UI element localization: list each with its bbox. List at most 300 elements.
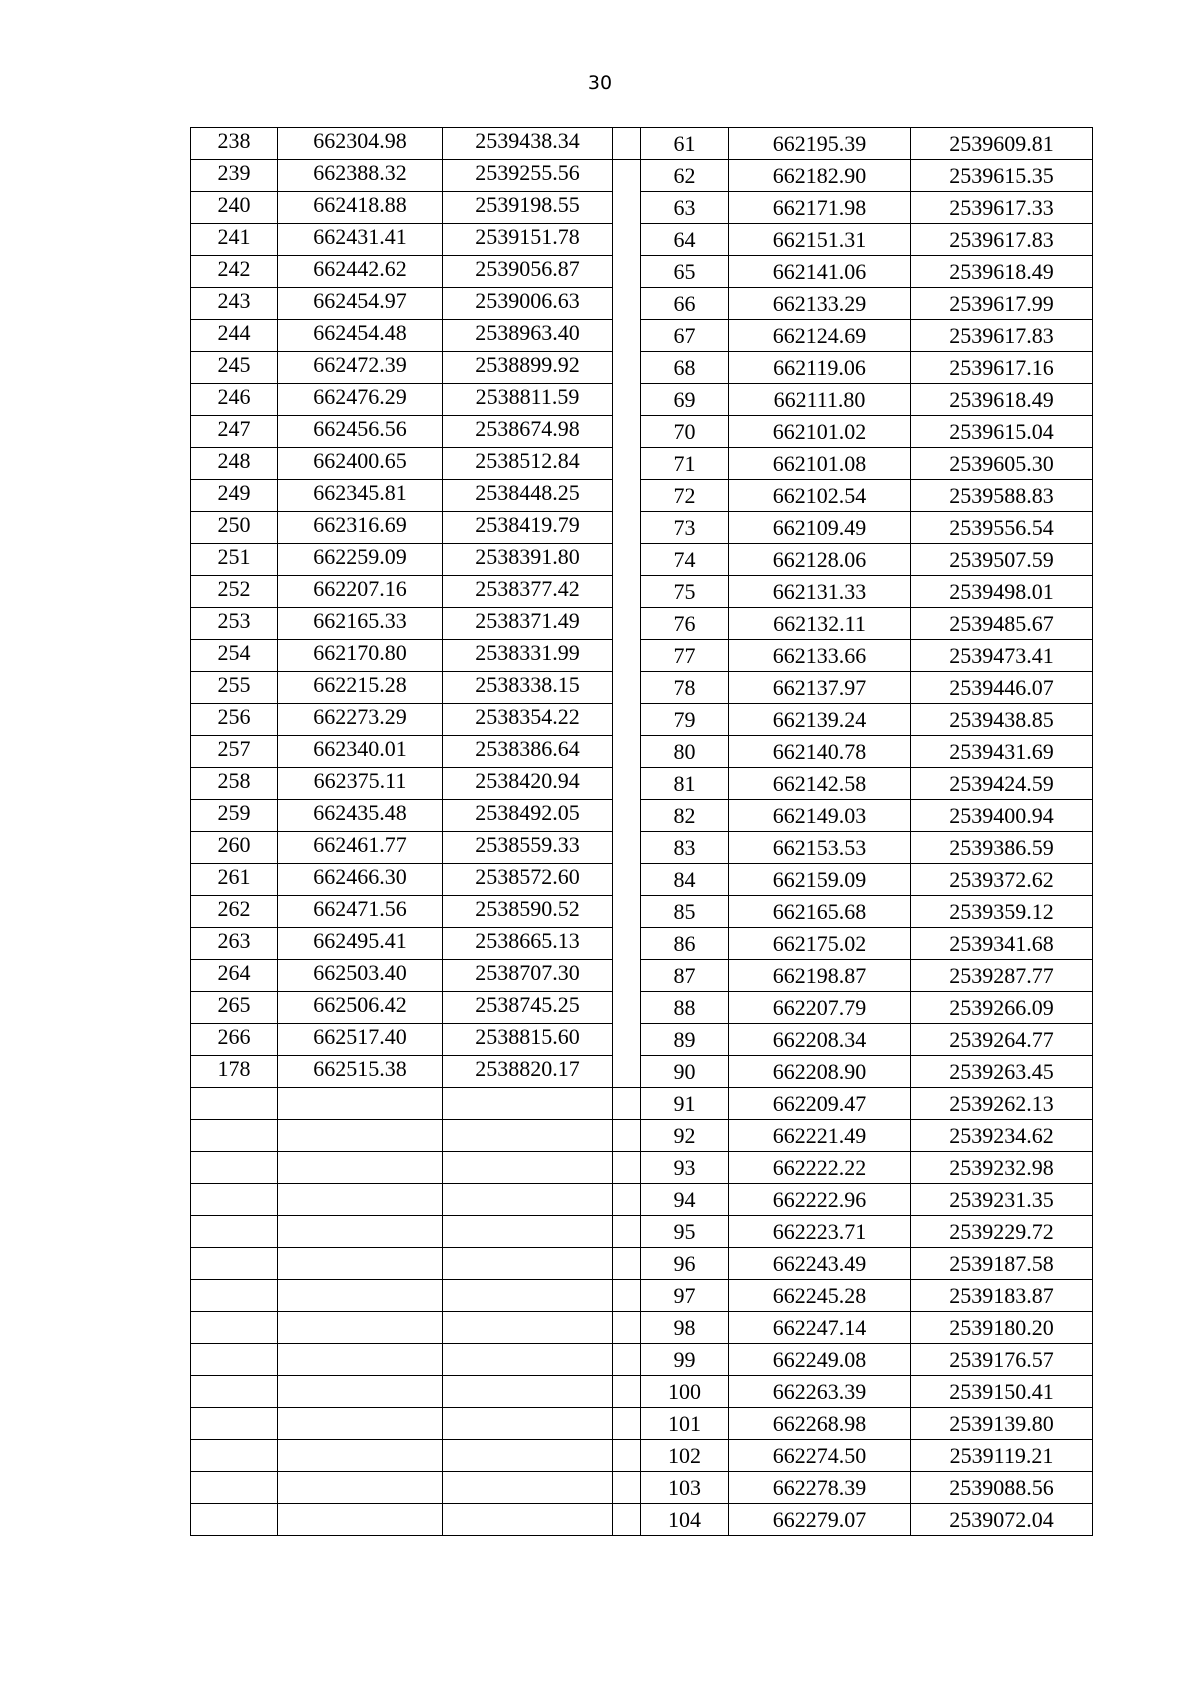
- empty-cell: [443, 1280, 613, 1312]
- right-y-coordinate-cell: 2539176.57: [911, 1344, 1093, 1376]
- left-x-coordinate-cell: 662454.48: [278, 320, 443, 352]
- right-x-coordinate-cell: 662247.14: [729, 1312, 911, 1344]
- left-x-coordinate-cell: 662495.41: [278, 928, 443, 960]
- empty-cell: [278, 1248, 443, 1280]
- separator-cell: [613, 1440, 641, 1472]
- empty-cell: [278, 1216, 443, 1248]
- left-y-coordinate-cell: 2538371.49: [443, 608, 613, 640]
- right-point-id-cell: 101: [641, 1408, 729, 1440]
- table-row: [191, 1152, 1093, 1184]
- left-x-coordinate-cell: 662316.69: [278, 512, 443, 544]
- left-point-id-cell: 256: [191, 704, 278, 736]
- right-x-coordinate-cell: 662101.08: [729, 448, 911, 480]
- right-point-id-cell: 102: [641, 1440, 729, 1472]
- right-x-coordinate-cell: 662175.02: [729, 928, 911, 960]
- table-row: [191, 1472, 1093, 1504]
- left-point-id-cell: 239: [191, 160, 278, 192]
- left-point-id-cell: 254: [191, 640, 278, 672]
- right-point-id-cell: 81: [641, 768, 729, 800]
- right-y-coordinate-cell: 2539180.20: [911, 1312, 1093, 1344]
- table-row: [191, 1280, 1093, 1312]
- table-row: [191, 224, 1093, 256]
- left-x-coordinate-cell: 662442.62: [278, 256, 443, 288]
- right-y-coordinate-cell: 2539618.49: [911, 256, 1093, 288]
- right-y-coordinate-cell: 2539386.59: [911, 832, 1093, 864]
- right-y-coordinate-cell: 2539438.85: [911, 704, 1093, 736]
- right-y-coordinate-cell: 2539287.77: [911, 960, 1093, 992]
- right-y-coordinate-cell: 2539266.09: [911, 992, 1093, 1024]
- table-row: [191, 128, 1093, 160]
- left-y-coordinate-cell: 2538572.60: [443, 864, 613, 896]
- separator-cell: [613, 288, 641, 320]
- right-point-id-cell: 100: [641, 1376, 729, 1408]
- left-x-coordinate-cell: 662345.81: [278, 480, 443, 512]
- empty-cell: [443, 1344, 613, 1376]
- separator-cell: [613, 1088, 641, 1120]
- right-point-id-cell: 103: [641, 1472, 729, 1504]
- right-point-id-cell: 62: [641, 160, 729, 192]
- right-point-id-cell: 77: [641, 640, 729, 672]
- table-row: [191, 1216, 1093, 1248]
- left-x-coordinate-cell: 662400.65: [278, 448, 443, 480]
- right-x-coordinate-cell: 662141.06: [729, 256, 911, 288]
- table-row: [191, 1024, 1093, 1056]
- right-y-coordinate-cell: 2539588.83: [911, 480, 1093, 512]
- table-row: [191, 1184, 1093, 1216]
- table-row: [191, 416, 1093, 448]
- left-y-coordinate-cell: 2538559.33: [443, 832, 613, 864]
- page-number: 30: [587, 72, 613, 94]
- separator-cell: [613, 192, 641, 224]
- right-x-coordinate-cell: 662128.06: [729, 544, 911, 576]
- table-row: [191, 1248, 1093, 1280]
- right-x-coordinate-cell: 662137.97: [729, 672, 911, 704]
- right-point-id-cell: 97: [641, 1280, 729, 1312]
- right-y-coordinate-cell: 2539618.49: [911, 384, 1093, 416]
- empty-cell: [278, 1088, 443, 1120]
- right-y-coordinate-cell: 2539609.81: [911, 128, 1093, 160]
- table-row: [191, 160, 1093, 192]
- separator-cell: [613, 704, 641, 736]
- left-y-coordinate-cell: 2538811.59: [443, 384, 613, 416]
- right-y-coordinate-cell: 2539424.59: [911, 768, 1093, 800]
- left-y-coordinate-cell: 2539056.87: [443, 256, 613, 288]
- table-row: [191, 480, 1093, 512]
- left-point-id-cell: 244: [191, 320, 278, 352]
- left-y-coordinate-cell: 2539438.34: [443, 128, 613, 160]
- table-row: [191, 448, 1093, 480]
- right-x-coordinate-cell: 662243.49: [729, 1248, 911, 1280]
- right-x-coordinate-cell: 662109.49: [729, 512, 911, 544]
- right-point-id-cell: 65: [641, 256, 729, 288]
- left-point-id-cell: 260: [191, 832, 278, 864]
- right-point-id-cell: 80: [641, 736, 729, 768]
- empty-cell: [443, 1184, 613, 1216]
- right-point-id-cell: 88: [641, 992, 729, 1024]
- right-point-id-cell: 92: [641, 1120, 729, 1152]
- table-row: [191, 352, 1093, 384]
- right-y-coordinate-cell: 2539605.30: [911, 448, 1093, 480]
- right-y-coordinate-cell: 2539485.67: [911, 608, 1093, 640]
- left-point-id-cell: 259: [191, 800, 278, 832]
- right-x-coordinate-cell: 662249.08: [729, 1344, 911, 1376]
- right-x-coordinate-cell: 662223.71: [729, 1216, 911, 1248]
- empty-cell: [443, 1440, 613, 1472]
- right-y-coordinate-cell: 2539072.04: [911, 1504, 1093, 1536]
- left-x-coordinate-cell: 662466.30: [278, 864, 443, 896]
- left-x-coordinate-cell: 662506.42: [278, 992, 443, 1024]
- right-point-id-cell: 63: [641, 192, 729, 224]
- right-y-coordinate-cell: 2539617.83: [911, 320, 1093, 352]
- right-x-coordinate-cell: 662124.69: [729, 320, 911, 352]
- table-row: [191, 1376, 1093, 1408]
- table-row: [191, 512, 1093, 544]
- table-row: [191, 1088, 1093, 1120]
- empty-cell: [278, 1440, 443, 1472]
- empty-cell: [443, 1088, 613, 1120]
- left-point-id-cell: 253: [191, 608, 278, 640]
- right-y-coordinate-cell: 2539400.94: [911, 800, 1093, 832]
- table-row: [191, 1504, 1093, 1536]
- separator-cell: [613, 1344, 641, 1376]
- right-x-coordinate-cell: 662133.66: [729, 640, 911, 672]
- left-y-coordinate-cell: 2538420.94: [443, 768, 613, 800]
- table-row: [191, 1440, 1093, 1472]
- table-row: [191, 864, 1093, 896]
- separator-cell: [613, 576, 641, 608]
- empty-cell: [191, 1376, 278, 1408]
- left-y-coordinate-cell: 2538419.79: [443, 512, 613, 544]
- right-point-id-cell: 75: [641, 576, 729, 608]
- right-y-coordinate-cell: 2539119.21: [911, 1440, 1093, 1472]
- left-y-coordinate-cell: 2538386.64: [443, 736, 613, 768]
- right-y-coordinate-cell: 2539187.58: [911, 1248, 1093, 1280]
- left-x-coordinate-cell: 662461.77: [278, 832, 443, 864]
- left-x-coordinate-cell: 662273.29: [278, 704, 443, 736]
- right-x-coordinate-cell: 662209.47: [729, 1088, 911, 1120]
- left-y-coordinate-cell: 2539255.56: [443, 160, 613, 192]
- right-y-coordinate-cell: 2539617.16: [911, 352, 1093, 384]
- right-y-coordinate-cell: 2539615.35: [911, 160, 1093, 192]
- left-point-id-cell: 245: [191, 352, 278, 384]
- right-y-coordinate-cell: 2539263.45: [911, 1056, 1093, 1088]
- separator-cell: [613, 768, 641, 800]
- right-y-coordinate-cell: 2539262.13: [911, 1088, 1093, 1120]
- empty-cell: [443, 1376, 613, 1408]
- right-point-id-cell: 72: [641, 480, 729, 512]
- table-row: [191, 608, 1093, 640]
- right-y-coordinate-cell: 2539139.80: [911, 1408, 1093, 1440]
- left-point-id-cell: 250: [191, 512, 278, 544]
- left-y-coordinate-cell: 2538665.13: [443, 928, 613, 960]
- separator-cell: [613, 1408, 641, 1440]
- separator-cell: [613, 1152, 641, 1184]
- table-row: [191, 1056, 1093, 1088]
- left-x-coordinate-cell: 662388.32: [278, 160, 443, 192]
- left-point-id-cell: 243: [191, 288, 278, 320]
- right-y-coordinate-cell: 2539615.04: [911, 416, 1093, 448]
- right-point-id-cell: 84: [641, 864, 729, 896]
- table-row: [191, 800, 1093, 832]
- empty-cell: [191, 1248, 278, 1280]
- right-y-coordinate-cell: 2539446.07: [911, 672, 1093, 704]
- table-row: [191, 672, 1093, 704]
- table-row: [191, 1120, 1093, 1152]
- separator-cell: [613, 736, 641, 768]
- empty-cell: [191, 1184, 278, 1216]
- right-point-id-cell: 99: [641, 1344, 729, 1376]
- empty-cell: [191, 1088, 278, 1120]
- left-point-id-cell: 251: [191, 544, 278, 576]
- right-x-coordinate-cell: 662101.02: [729, 416, 911, 448]
- coordinate-table: [190, 127, 1093, 1536]
- right-point-id-cell: 73: [641, 512, 729, 544]
- table-row: [191, 320, 1093, 352]
- separator-cell: [613, 512, 641, 544]
- left-point-id-cell: 266: [191, 1024, 278, 1056]
- left-x-coordinate-cell: 662472.39: [278, 352, 443, 384]
- separator-cell: [613, 1024, 641, 1056]
- separator-cell: [613, 992, 641, 1024]
- right-x-coordinate-cell: 662221.49: [729, 1120, 911, 1152]
- right-point-id-cell: 90: [641, 1056, 729, 1088]
- right-point-id-cell: 69: [641, 384, 729, 416]
- right-x-coordinate-cell: 662182.90: [729, 160, 911, 192]
- right-point-id-cell: 91: [641, 1088, 729, 1120]
- empty-cell: [278, 1472, 443, 1504]
- right-x-coordinate-cell: 662165.68: [729, 896, 911, 928]
- left-x-coordinate-cell: 662517.40: [278, 1024, 443, 1056]
- right-x-coordinate-cell: 662278.39: [729, 1472, 911, 1504]
- left-point-id-cell: 261: [191, 864, 278, 896]
- right-y-coordinate-cell: 2539431.69: [911, 736, 1093, 768]
- right-x-coordinate-cell: 662102.54: [729, 480, 911, 512]
- table-row: [191, 768, 1093, 800]
- empty-cell: [191, 1120, 278, 1152]
- table-row: [191, 192, 1093, 224]
- empty-cell: [278, 1344, 443, 1376]
- separator-cell: [613, 1184, 641, 1216]
- right-y-coordinate-cell: 2539183.87: [911, 1280, 1093, 1312]
- left-x-coordinate-cell: 662207.16: [278, 576, 443, 608]
- left-point-id-cell: 238: [191, 128, 278, 160]
- left-x-coordinate-cell: 662454.97: [278, 288, 443, 320]
- right-y-coordinate-cell: 2539498.01: [911, 576, 1093, 608]
- separator-cell: [613, 416, 641, 448]
- left-x-coordinate-cell: 662431.41: [278, 224, 443, 256]
- right-point-id-cell: 98: [641, 1312, 729, 1344]
- empty-cell: [443, 1216, 613, 1248]
- left-y-coordinate-cell: 2538391.80: [443, 544, 613, 576]
- right-x-coordinate-cell: 662140.78: [729, 736, 911, 768]
- table-row: [191, 960, 1093, 992]
- table-row: [191, 704, 1093, 736]
- left-point-id-cell: 262: [191, 896, 278, 928]
- left-y-coordinate-cell: 2538745.25: [443, 992, 613, 1024]
- left-point-id-cell: 264: [191, 960, 278, 992]
- left-y-coordinate-cell: 2538674.98: [443, 416, 613, 448]
- separator-cell: [613, 832, 641, 864]
- right-point-id-cell: 70: [641, 416, 729, 448]
- left-y-coordinate-cell: 2539151.78: [443, 224, 613, 256]
- separator-cell: [613, 544, 641, 576]
- right-point-id-cell: 95: [641, 1216, 729, 1248]
- empty-cell: [191, 1152, 278, 1184]
- table-row: [191, 288, 1093, 320]
- right-x-coordinate-cell: 662245.28: [729, 1280, 911, 1312]
- left-y-coordinate-cell: 2538448.25: [443, 480, 613, 512]
- separator-cell: [613, 256, 641, 288]
- table-row: [191, 928, 1093, 960]
- empty-cell: [191, 1280, 278, 1312]
- left-x-coordinate-cell: 662503.40: [278, 960, 443, 992]
- right-point-id-cell: 68: [641, 352, 729, 384]
- right-y-coordinate-cell: 2539234.62: [911, 1120, 1093, 1152]
- left-point-id-cell: 241: [191, 224, 278, 256]
- right-x-coordinate-cell: 662133.29: [729, 288, 911, 320]
- right-x-coordinate-cell: 662208.34: [729, 1024, 911, 1056]
- right-x-coordinate-cell: 662142.58: [729, 768, 911, 800]
- left-y-coordinate-cell: 2538590.52: [443, 896, 613, 928]
- empty-cell: [278, 1152, 443, 1184]
- left-point-id-cell: 247: [191, 416, 278, 448]
- left-y-coordinate-cell: 2538492.05: [443, 800, 613, 832]
- left-point-id-cell: 263: [191, 928, 278, 960]
- table-row: [191, 576, 1093, 608]
- right-point-id-cell: 79: [641, 704, 729, 736]
- empty-cell: [443, 1152, 613, 1184]
- empty-cell: [278, 1280, 443, 1312]
- separator-cell: [613, 160, 641, 192]
- right-y-coordinate-cell: 2539088.56: [911, 1472, 1093, 1504]
- right-x-coordinate-cell: 662207.79: [729, 992, 911, 1024]
- separator-cell: [613, 128, 641, 160]
- empty-cell: [278, 1184, 443, 1216]
- right-x-coordinate-cell: 662274.50: [729, 1440, 911, 1472]
- right-x-coordinate-cell: 662111.80: [729, 384, 911, 416]
- separator-cell: [613, 608, 641, 640]
- separator-cell: [613, 1472, 641, 1504]
- empty-cell: [443, 1504, 613, 1536]
- right-x-coordinate-cell: 662208.90: [729, 1056, 911, 1088]
- empty-cell: [191, 1216, 278, 1248]
- right-x-coordinate-cell: 662268.98: [729, 1408, 911, 1440]
- right-point-id-cell: 61: [641, 128, 729, 160]
- right-point-id-cell: 82: [641, 800, 729, 832]
- left-x-coordinate-cell: 662471.56: [278, 896, 443, 928]
- table-row: [191, 1408, 1093, 1440]
- left-x-coordinate-cell: 662215.28: [278, 672, 443, 704]
- left-x-coordinate-cell: 662340.01: [278, 736, 443, 768]
- empty-cell: [443, 1472, 613, 1504]
- separator-cell: [613, 1216, 641, 1248]
- left-x-coordinate-cell: 662259.09: [278, 544, 443, 576]
- left-y-coordinate-cell: 2538963.40: [443, 320, 613, 352]
- empty-cell: [443, 1312, 613, 1344]
- right-y-coordinate-cell: 2539473.41: [911, 640, 1093, 672]
- left-y-coordinate-cell: 2538512.84: [443, 448, 613, 480]
- empty-cell: [443, 1408, 613, 1440]
- table-row: [191, 256, 1093, 288]
- right-point-id-cell: 93: [641, 1152, 729, 1184]
- right-y-coordinate-cell: 2539617.83: [911, 224, 1093, 256]
- left-x-coordinate-cell: 662456.56: [278, 416, 443, 448]
- right-point-id-cell: 74: [641, 544, 729, 576]
- separator-cell: [613, 1280, 641, 1312]
- separator-cell: [613, 896, 641, 928]
- right-x-coordinate-cell: 662159.09: [729, 864, 911, 896]
- left-point-id-cell: 265: [191, 992, 278, 1024]
- right-x-coordinate-cell: 662263.39: [729, 1376, 911, 1408]
- left-point-id-cell: 240: [191, 192, 278, 224]
- right-point-id-cell: 83: [641, 832, 729, 864]
- right-y-coordinate-cell: 2539341.68: [911, 928, 1093, 960]
- separator-cell: [613, 800, 641, 832]
- table-row: [191, 640, 1093, 672]
- right-point-id-cell: 71: [641, 448, 729, 480]
- right-point-id-cell: 87: [641, 960, 729, 992]
- right-y-coordinate-cell: 2539556.54: [911, 512, 1093, 544]
- empty-cell: [278, 1312, 443, 1344]
- separator-cell: [613, 320, 641, 352]
- right-x-coordinate-cell: 662149.03: [729, 800, 911, 832]
- left-y-coordinate-cell: 2538331.99: [443, 640, 613, 672]
- right-point-id-cell: 85: [641, 896, 729, 928]
- separator-cell: [613, 480, 641, 512]
- left-point-id-cell: 252: [191, 576, 278, 608]
- separator-cell: [613, 1376, 641, 1408]
- table-row: [191, 832, 1093, 864]
- right-y-coordinate-cell: 2539232.98: [911, 1152, 1093, 1184]
- left-x-coordinate-cell: 662304.98: [278, 128, 443, 160]
- separator-cell: [613, 672, 641, 704]
- left-y-coordinate-cell: 2538899.92: [443, 352, 613, 384]
- table-row: [191, 1312, 1093, 1344]
- right-y-coordinate-cell: 2539231.35: [911, 1184, 1093, 1216]
- right-x-coordinate-cell: 662279.07: [729, 1504, 911, 1536]
- left-point-id-cell: 249: [191, 480, 278, 512]
- right-point-id-cell: 94: [641, 1184, 729, 1216]
- left-y-coordinate-cell: 2538377.42: [443, 576, 613, 608]
- left-x-coordinate-cell: 662170.80: [278, 640, 443, 672]
- left-y-coordinate-cell: 2538338.15: [443, 672, 613, 704]
- right-x-coordinate-cell: 662151.31: [729, 224, 911, 256]
- left-x-coordinate-cell: 662435.48: [278, 800, 443, 832]
- separator-cell: [613, 1056, 641, 1088]
- right-point-id-cell: 66: [641, 288, 729, 320]
- empty-cell: [191, 1504, 278, 1536]
- right-point-id-cell: 89: [641, 1024, 729, 1056]
- empty-cell: [191, 1408, 278, 1440]
- right-x-coordinate-cell: 662222.22: [729, 1152, 911, 1184]
- right-x-coordinate-cell: 662132.11: [729, 608, 911, 640]
- left-point-id-cell: 257: [191, 736, 278, 768]
- empty-cell: [278, 1504, 443, 1536]
- right-x-coordinate-cell: 662153.53: [729, 832, 911, 864]
- right-x-coordinate-cell: 662198.87: [729, 960, 911, 992]
- table-row: [191, 896, 1093, 928]
- separator-cell: [613, 640, 641, 672]
- left-point-id-cell: 242: [191, 256, 278, 288]
- table-row: [191, 384, 1093, 416]
- right-point-id-cell: 104: [641, 1504, 729, 1536]
- right-point-id-cell: 78: [641, 672, 729, 704]
- separator-cell: [613, 1248, 641, 1280]
- left-y-coordinate-cell: 2539006.63: [443, 288, 613, 320]
- right-y-coordinate-cell: 2539617.99: [911, 288, 1093, 320]
- table-row: [191, 544, 1093, 576]
- separator-cell: [613, 928, 641, 960]
